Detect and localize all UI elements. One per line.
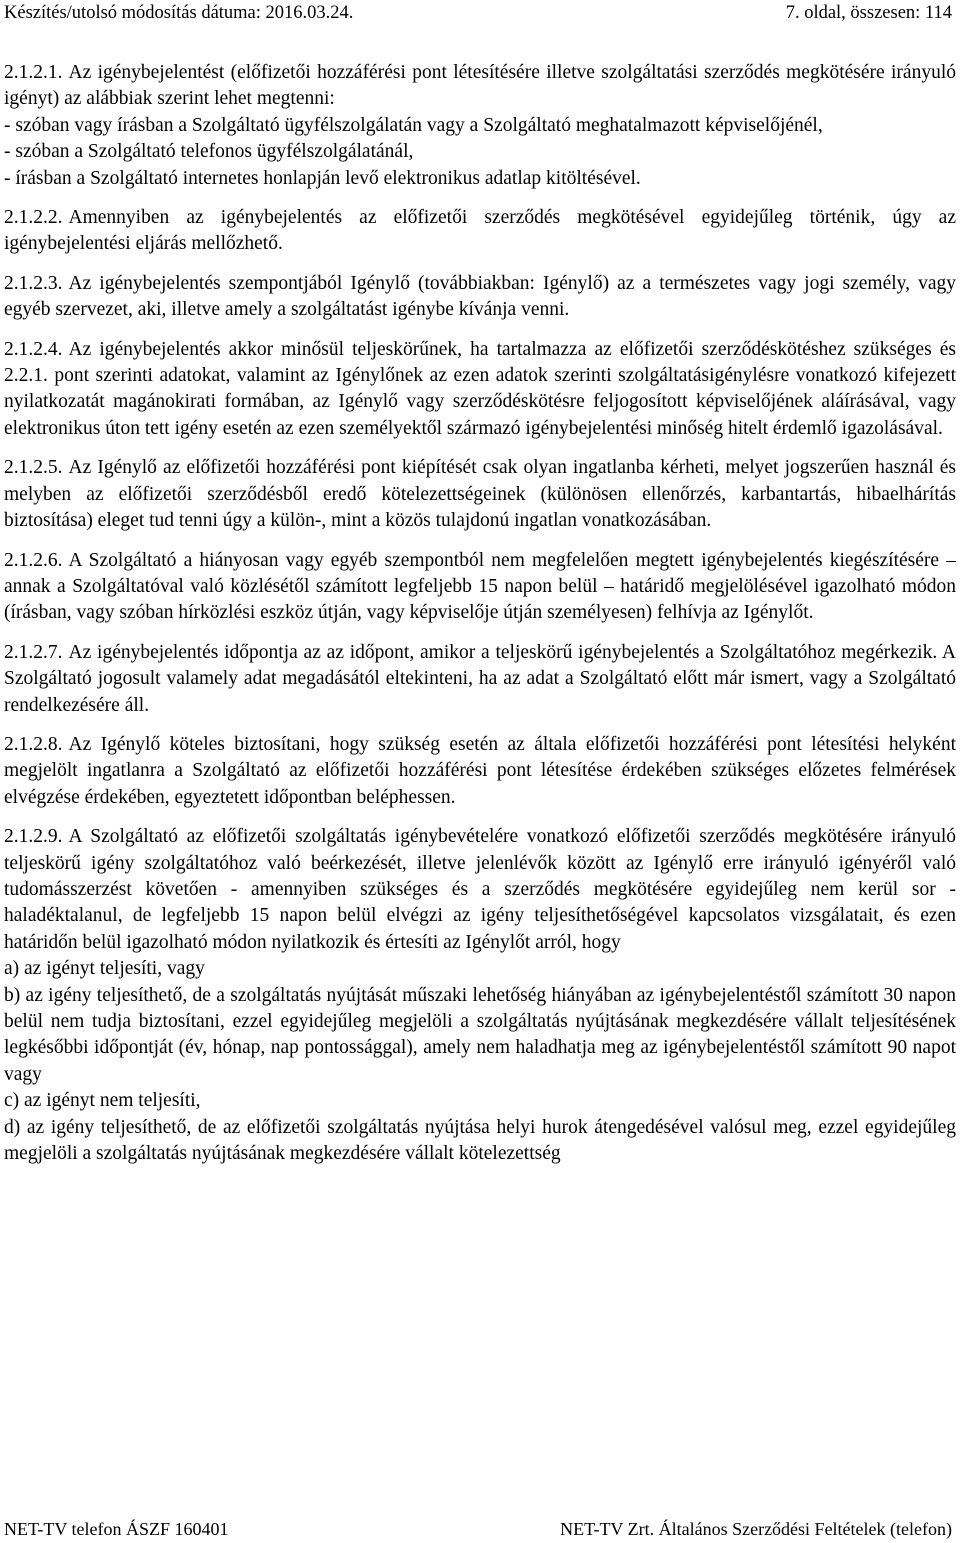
section-2-1-2-8 <box>4 732 956 811</box>
section-number: 2.1.2.1. <box>4 62 63 83</box>
section-text: Az igénybejelentés akkor minősül teljeskörűnek, ha tartalmazza az előfizetői szerződéskötéshez szükséges és 2.2.1. pont szerinti adatokat, valamint az Igénylőnek az ezen adatok szerinti szolgáltatásigénylésre vonatkozó kifejezett nyilatkozatát magánokirati formában, az Igénylő vagy szerződéskötésre feljogosított képviselőjének aláírásával, vagy elektronikus úton tett igény esetén az ezen személyektől származó igénybejelentési minőség hitelt érdemlő igazolásával. <box>4 338 956 439</box>
list-item: - írásban a Szolgáltató internetes honlapján levő elektronikus adatlap kitöltésével. <box>4 167 641 189</box>
section-2-1-2-3 <box>4 271 956 324</box>
section-2-1-2-1 <box>4 60 956 192</box>
list-item: - szóban a Szolgáltató telefonos ügyfélszolgálatánál, <box>4 141 414 163</box>
section-number: 2.1.2.3. <box>4 272 63 294</box>
section-number: 2.1.2.5. <box>4 457 63 479</box>
section-2-1-2-5 <box>4 455 956 534</box>
section-text: Az Igénylő az előfizetői hozzáférési pont kiépítését csak olyan ingatlanba kérheti, melyet jogszerűen használ és melyben az előfizetői szerződésből eredő kötelezettségeinek (különösen ellenőrzés, karbantartás, hibaelhárítás biztosítása) eleget tud tenni úgy a külön-, mint a közös tulajdonú ingatlan vonatkozásában. <box>4 457 956 532</box>
list-item: c) az igényt nem teljesíti, <box>4 1090 201 1112</box>
page-header <box>4 2 952 24</box>
footer-document-id: NET-TV telefon ÁSZF 160401 <box>4 1519 229 1539</box>
section-text: Az igénybejelentést (előfizetői hozzáférési pont létesítésére illetve szolgáltatási szerződés megkötésére irányuló igényt) az alábbiak szerint lehet megtenni: <box>4 62 956 110</box>
page-footer <box>4 1518 952 1540</box>
section-number: 2.1.2.9. <box>4 826 63 848</box>
section-text: Az Igénylő köteles biztosítani, hogy szükség esetén az általa előfizetői hozzáférési pont létesítési helyként megjelölt ingatlanra a Szolgáltató az előfizetői hozzáférési pont létesítése érdekében szükséges előzetes felmérések elvégzése érdekében, egyeztetett időpontban beléphessen. <box>4 733 956 808</box>
section-2-1-2-4 <box>4 337 956 443</box>
section-text: Az igénybejelentés időpontja az az időpont, amikor a teljeskörű igénybejelentés a Szolgáltatóhoz megérkezik. A Szolgáltató jogosult valamely adat megadásától eltekinteni, ha az adat a Szolgáltató előtt már ismert, vagy a Szolgáltató rendelkezésére áll. <box>4 641 956 716</box>
section-2-1-2-6 <box>4 548 956 627</box>
list-item: d) az igény teljesíthető, de az előfizetői szolgáltatás nyújtása helyi hurok átengedésével valósul meg, ezzel egyidejűleg megjelöli a szolgáltatás nyújtásának megkezdésére vállalt kötelezettség <box>4 1116 956 1165</box>
section-2-1-2-2 <box>4 205 956 258</box>
section-text: A Szolgáltató a hiányosan vagy egyéb szempontból nem megfelelően megtett igénybejelentés kiegészítésére – annak a Szolgáltatóval való közlésétől számított legfeljebb 15 napon belül – határidő megjelölésével igazolható módon (írásban, vagy szóban hírközlési eszköz útján, vagy képviselője útján személyesen) felhívja az Igénylőt. <box>4 549 956 624</box>
section-number: 2.1.2.4. <box>4 338 63 360</box>
modification-date: Készítés/utolsó módosítás dátuma: 2016.03.24. <box>4 3 354 23</box>
list-item: a) az igényt teljesíti, vagy <box>4 958 205 980</box>
section-number: 2.1.2.7. <box>4 641 63 663</box>
section-2-1-2-9 <box>4 824 956 1167</box>
section-number: 2.1.2.6. <box>4 549 63 571</box>
footer-document-title: NET-TV Zrt. Általános Szerződési Feltételek (telefon) <box>560 1519 952 1539</box>
section-text: A Szolgáltató az előfizetői szolgáltatás igénybevételére vonatkozó előfizetői szerződés megkötésére irányuló teljeskörű igény szolgáltatóhoz való beérkezését, illetve jelenlévők között az Igénylő erre irányuló igényéről való tudomásszerzést követően - amennyiben szükséges és a szerződés megkötésére egyidejűleg nem kerül sor - haladéktalanul, de legfeljebb 15 napon belül elvégzi az igény teljesíthetőségével kapcsolatos vizsgálatait, és ezen határidőn belül igazolható módon nyilatkozik és értesíti az Igénylőt arról, hogy <box>4 826 956 953</box>
section-text: Amennyiben az igénybejelentés az előfizetői szerződés megkötésével egyidejűleg történik, úgy az igénybejelentési eljárás mellőzhető. <box>4 207 956 255</box>
document-body <box>4 60 956 1180</box>
section-number: 2.1.2.8. <box>4 733 63 755</box>
section-text: Az igénybejelentés szempontjából Igénylő (továbbiakban: Igénylő) az a természetes vagy jogi személy, vagy egyéb szervezet, aki, illetve amely a szolgáltatást igénybe kívánja venni. <box>4 272 956 321</box>
list-item: - szóban vagy írásban a Szolgáltató ügyfélszolgálatán vagy a Szolgáltató meghatalmazott képviselőjénél, <box>4 114 823 136</box>
page-counter: 7. oldal, összesen: 114 <box>785 3 952 23</box>
section-2-1-2-7 <box>4 640 956 719</box>
list-item: b) az igény teljesíthető, de a szolgáltatás nyújtását műszaki lehetőség hiányában az igénybejelentéstől számított 30 napon belül nem tudja biztosítani, ezzel egyidejűleg megjelöli a szolgáltatás nyújtásának megkezdésére vállalt teljesítésének legkésőbbi időpontját (év, hónap, nap pontossággal), amely nem haladhatja meg az igénybejelentéstől számított 90 napot vagy <box>4 984 956 1085</box>
section-number: 2.1.2.2. <box>4 207 63 229</box>
